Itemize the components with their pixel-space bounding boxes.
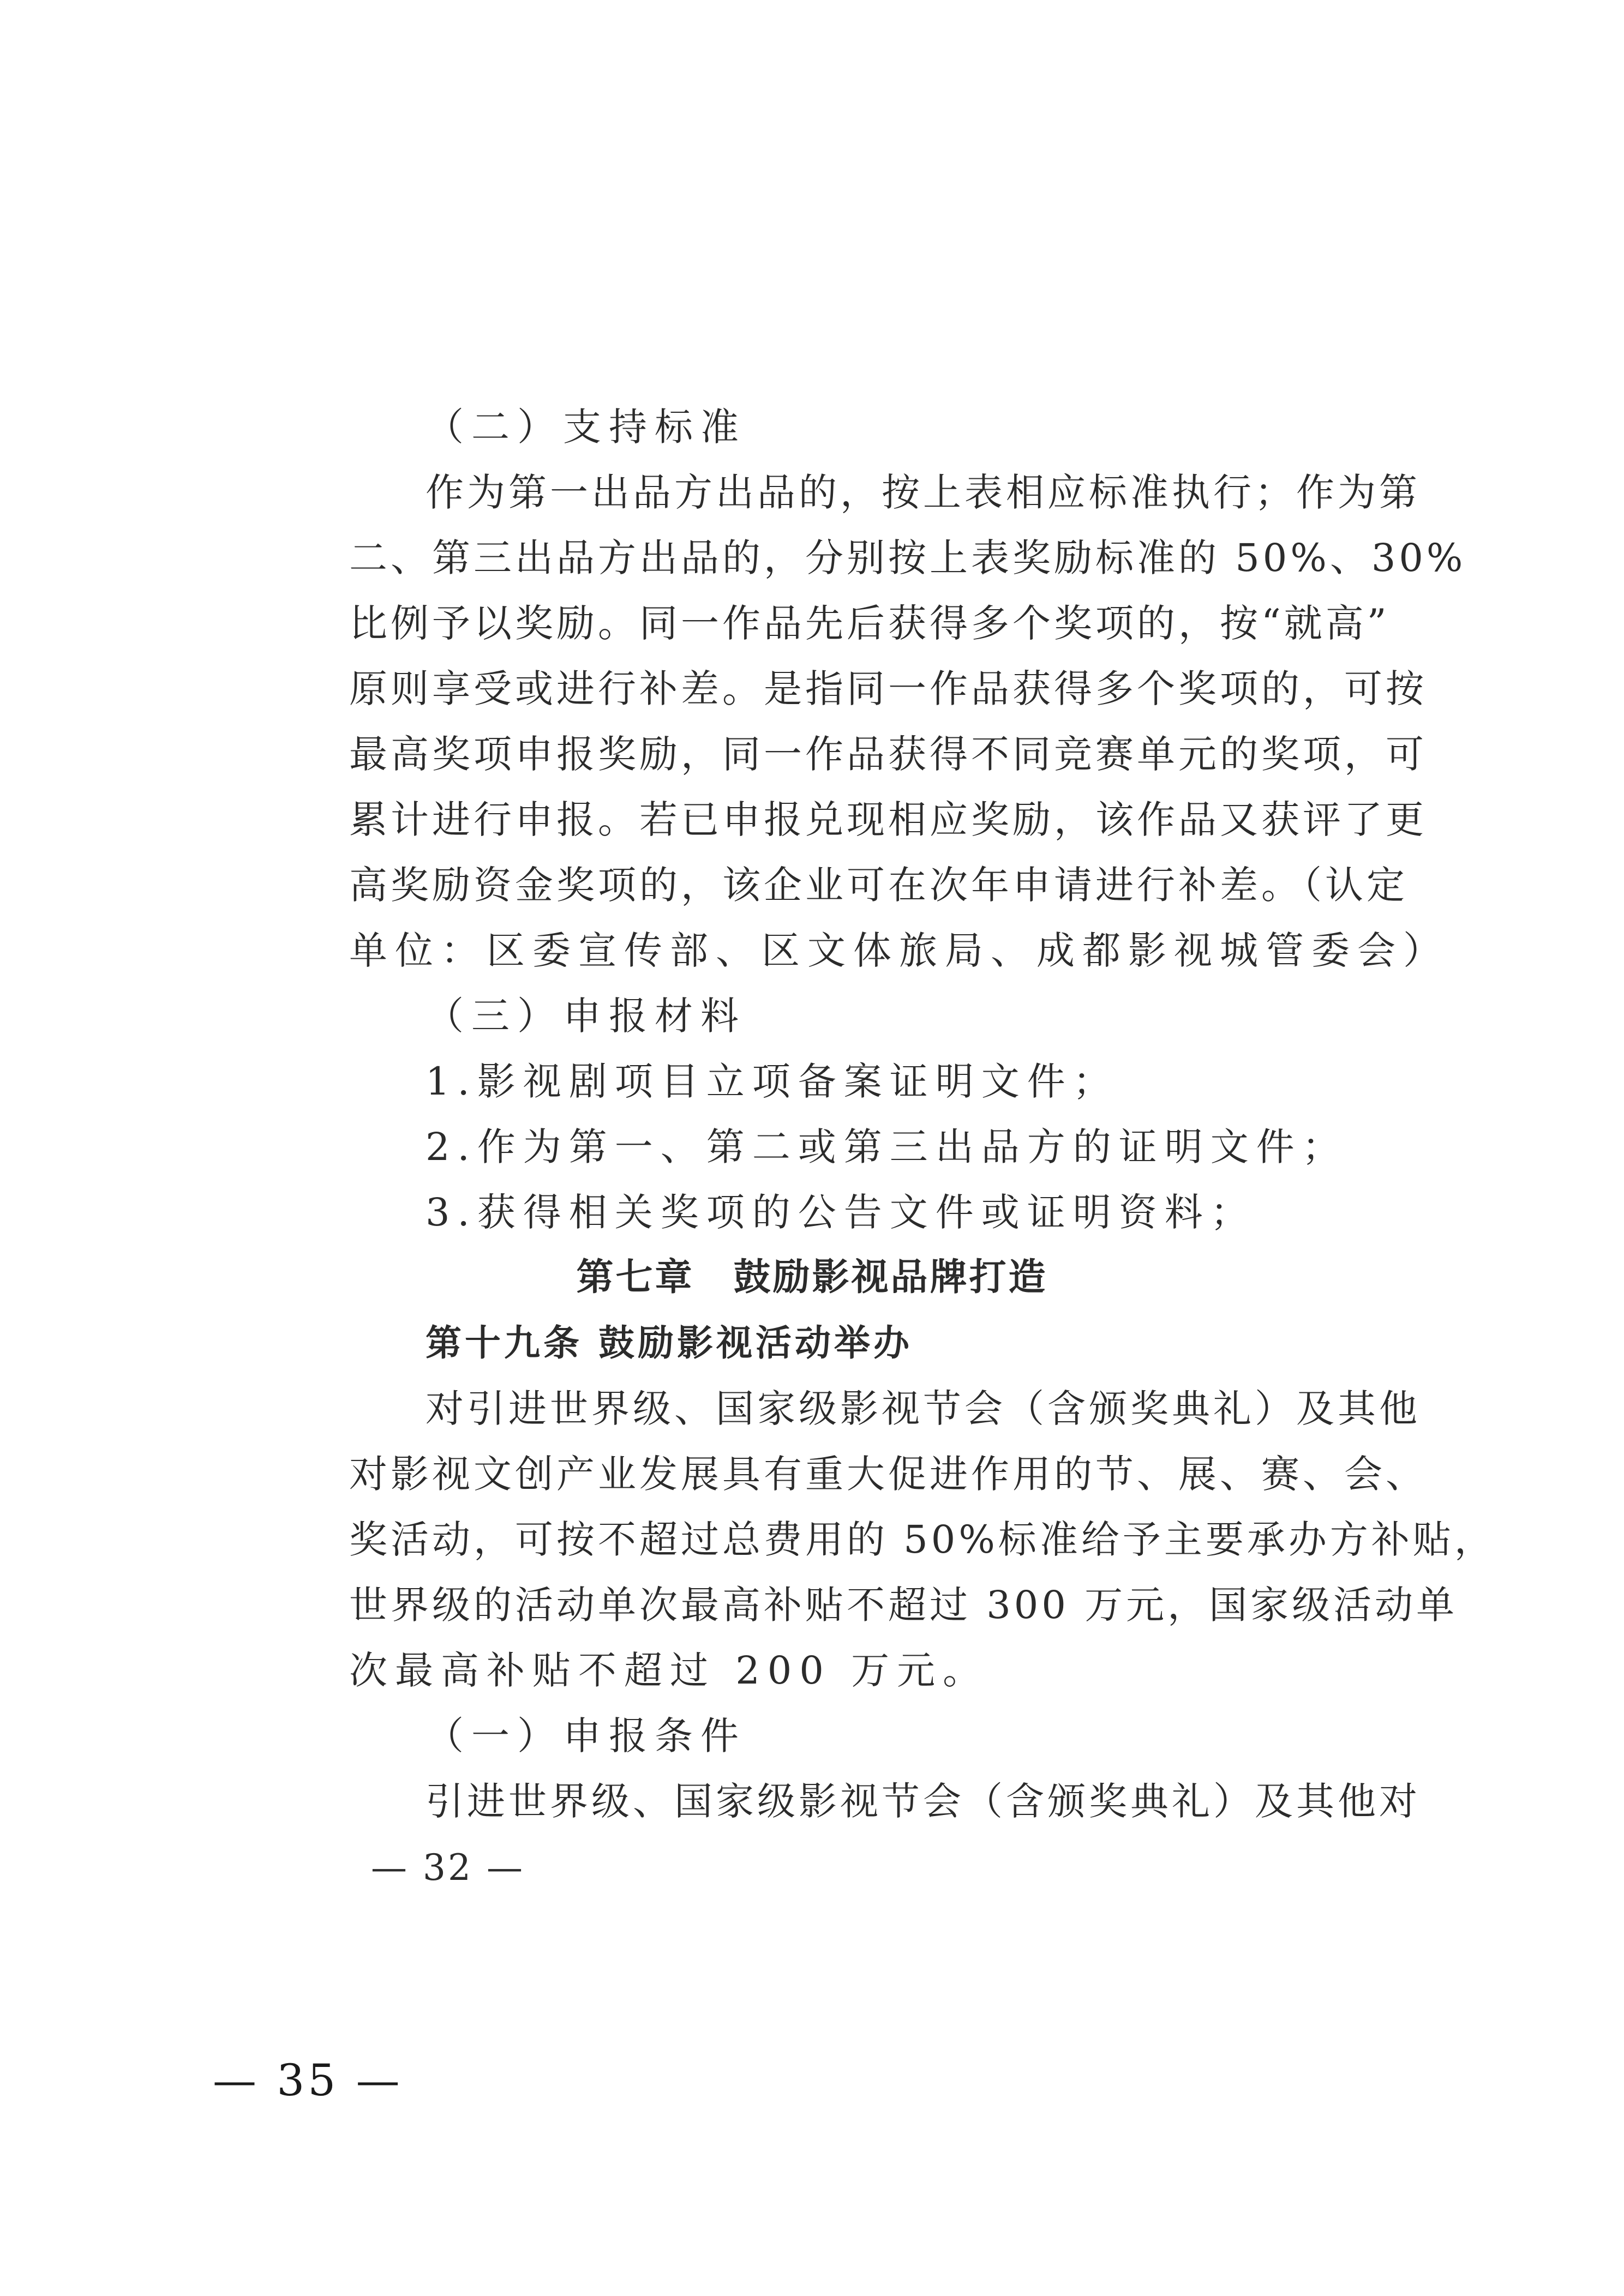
list-item: 2.作为第一、第二或第三出品方的证明文件； (426, 1125, 1348, 1169)
inner-page-number: — 32 — (371, 1847, 525, 1889)
paragraph-line: 作为第一出品方出品的，按上表相应标准执行；作为第 (426, 470, 1421, 515)
paragraph-line: 对引进世界级、国家级影视节会（含颁奖典礼）及其他 (426, 1386, 1421, 1431)
article-title: 第十九条 鼓励影视活动举办 (426, 1322, 913, 1364)
paragraph-line: 累计进行申报。若已申报兑现相应奖励，该作品又获评了更 (349, 797, 1427, 842)
paragraph-line: 二、第三出品方出品的，分别按上表奖励标准的 50%、30% (349, 536, 1466, 580)
list-item: 3.获得相关奖项的公告文件或证明资料； (426, 1190, 1256, 1235)
section-heading-conditions: （一）申报条件 (426, 1714, 746, 1758)
paragraph-line: 对影视文创产业发展具有重大促进作用的节、展、赛、会、 (349, 1452, 1427, 1496)
paragraph-line: 比例予以奖励。同一作品先后获得多个奖项的，按“就高” (349, 601, 1390, 646)
chapter-heading: 第七章 鼓励影视品牌打造 (576, 1256, 1048, 1299)
paragraph-line: 世界级的活动单次最高补贴不超过 300 万元，国家级活动单 (349, 1583, 1458, 1627)
paragraph-line: 高奖励资金奖项的，该企业可在次年申请进行补差。（认定 (349, 863, 1408, 907)
paragraph-line: 引进世界级、国家级影视节会（含颁奖典礼）及其他对 (426, 1779, 1421, 1824)
list-item: 1.影视剧项目立项备案证明文件； (426, 1059, 1119, 1104)
section-heading-support-standard: （二）支持标准 (426, 405, 746, 449)
paragraph-line: 最高奖项申报奖励，同一作品获得不同竞赛单元的奖项，可 (349, 732, 1427, 777)
paragraph-line: 次最高补贴不超过 200 万元。 (349, 1648, 989, 1693)
paragraph-line: 单位：区委宣传部、区文体旅局、成都影视城管委会） (349, 928, 1449, 973)
section-heading-materials: （三）申报材料 (426, 994, 746, 1038)
paragraph-line: 奖活动，可按不超过总费用的 50%标准给予主要承办方补贴， (349, 1517, 1496, 1562)
paragraph-line: 原则享受或进行补差。是指同一作品获得多个奖项的，可按 (349, 666, 1427, 711)
outer-page-number: — 35 — (213, 2055, 403, 2106)
